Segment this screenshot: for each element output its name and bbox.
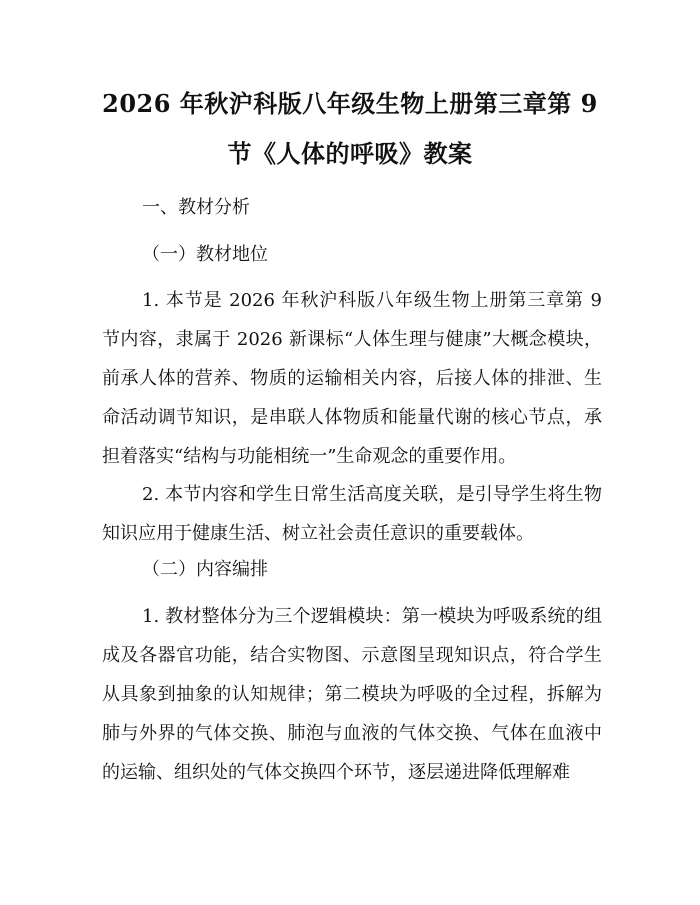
paragraph-position-1: 1. 本节是 2026 年秋沪科版八年级生物上册第三章第 9 节内容，隶属于 2026 新课标“人体生理与健康”大概念模块，前承人体的营养、物质的运输相关内容，后接人体的排泄、生命活动调节知识，是串联人体物质和能量代谢的核心节点，承担着落实“结构与功能相统一”生命观念的重要作用。 — [102, 290, 602, 467]
subsection-heading-content-arrangement: （二）内容编排 — [142, 559, 268, 580]
subsection-heading-textbook-position: （一）教材地位 — [142, 244, 268, 265]
paragraph-arrangement-1: 1. 教材整体分为三个逻辑模块：第一模块为呼吸系统的组成及各器官功能，结合实物图、示意图呈现知识点，符合学生从具象到抽象的认知规律；第二模块为呼吸的全过程，拆解为肺与外界的气体交换、肺泡与血液的气体交换、气体在血液中的运输、组织处的气体交换四个环节，逐层递进降低理解难 — [102, 606, 602, 783]
document-title-line-2: 节《人体的呼吸》教案 — [227, 139, 473, 168]
paragraph-position-2: 2. 本节内容和学生日常生活高度关联，是引导学生将生物知识应用于健康生活、树立社会责任意识的重要载体。 — [102, 484, 602, 544]
document-title-line-1: 2026 年秋沪科版八年级生物上册第三章第 9 — [102, 89, 598, 118]
section-heading-textbook-analysis: 一、教材分析 — [142, 197, 250, 218]
